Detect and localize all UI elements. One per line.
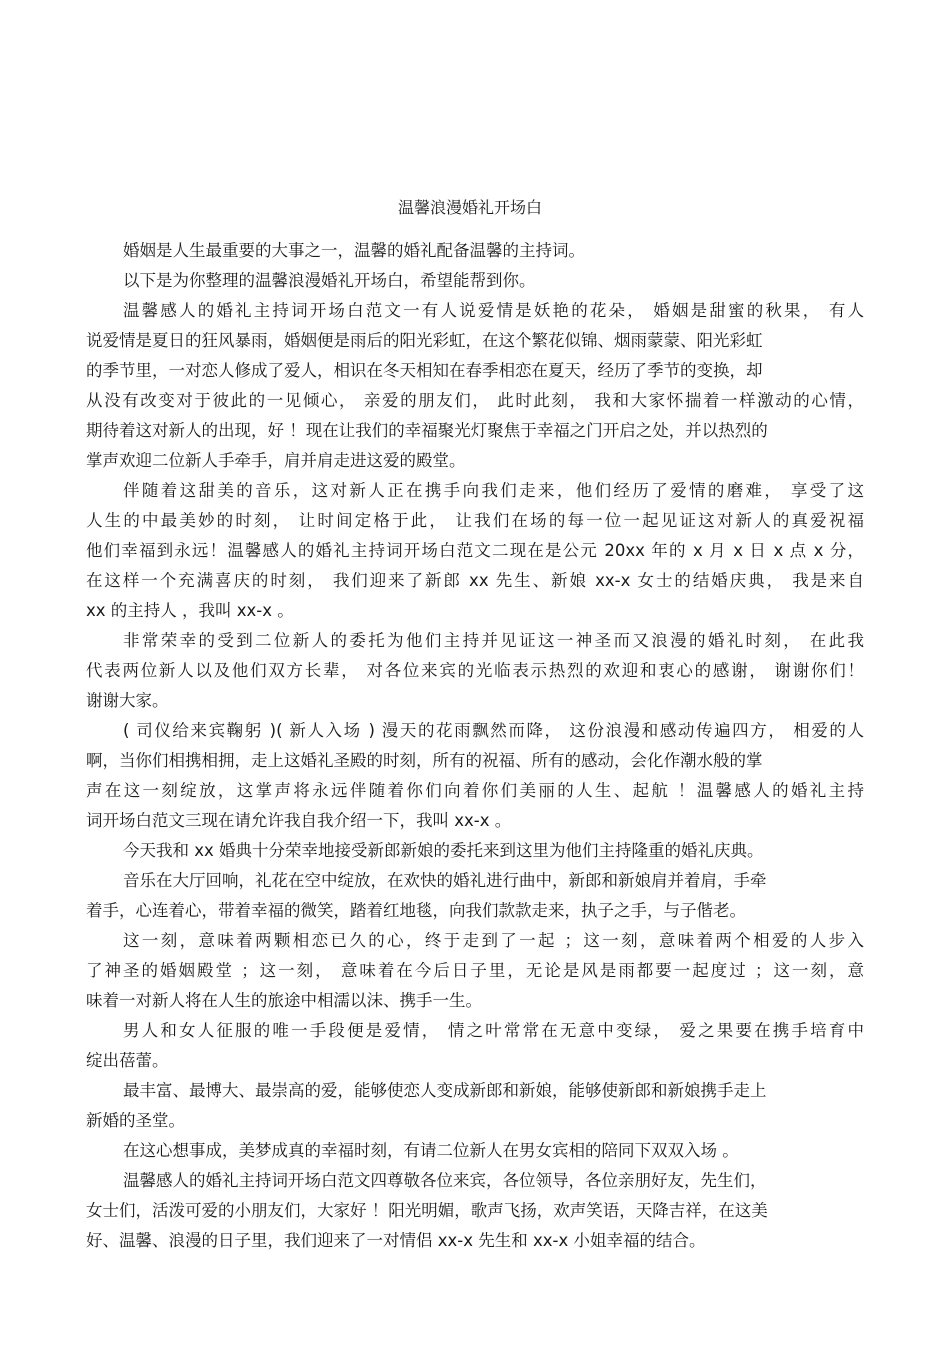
- text-line: 词开场白范文三现在请允许我自我介绍一下，我叫 xx-x 。: [86, 811, 512, 830]
- text-line: 这一刻，意味着两颗相恋已久的心，终于走到了一起 ；这一刻，意味着两个相爱的人步入: [123, 931, 864, 950]
- text-line: 男人和女人征服的唯一手段便是爱情， 情之叶常常在无意中变绿， 爱之果要在携手培育中: [123, 1021, 864, 1040]
- text-line: 温馨感人的婚礼主持词开场白范文四尊敬各位来宾，各位领导，各位亲朋好友，先生们，: [123, 1171, 767, 1190]
- text-line: 谢谢大家。: [86, 691, 169, 710]
- document-title: 温馨浪漫婚礼开场白: [397, 198, 542, 217]
- text-line: 声在这一刻绽放，这掌声将永远伴随着你们向着你们美丽的人生、起航 ！温馨感人的婚礼主持: [86, 781, 864, 800]
- text-line: 他们幸福到永远！温馨感人的婚礼主持词开场白范文二现在是公元 20xx 年的 x 月 x 日 x 点 x 分，: [86, 541, 864, 560]
- text-line: 着手，心连着心，带着幸福的微笑，踏着红地毯，向我们款款走来，执子之手，与子偕老。: [86, 901, 746, 920]
- text-line: 代表两位新人以及他们双方长辈， 对各位来宾的光临表示热烈的欢迎和衷心的感谢， 谢谢你们！: [86, 661, 864, 680]
- text-line: ( 司仪给来宾鞠躬 )( 新人入场 ) 漫天的花雨飘然而降， 这份浪漫和感动传遍四方， 相爱的人: [123, 721, 864, 740]
- text-line: 音乐在大厅回响，礼花在空中绽放，在欢快的婚礼进行曲中，新郎和新娘肩并着肩，手牵: [123, 871, 767, 890]
- text-line: 掌声欢迎二位新人手牵手，肩并肩走进这爱的殿堂。: [86, 451, 466, 470]
- text-line: 在这心想事成，美梦成真的幸福时刻，有请二位新人在男女宾相的陪同下双双入场 。: [123, 1141, 739, 1160]
- text-line: xx 的主持人 ，我叫 xx-x 。: [86, 601, 294, 620]
- text-line: 温馨感人的婚礼主持词开场白范文一有人说爱情是妖艳的花朵， 婚姻是甜蜜的秋果， 有人: [123, 301, 864, 320]
- text-line: 味着一对新人将在人生的旅途中相濡以沫、携手一生。: [86, 991, 482, 1010]
- text-line: 期待着这对新人的出现，好 ！现在让我们的幸福聚光灯聚焦于幸福之门开启之处，并以热烈的: [86, 421, 768, 440]
- text-line: 说爱情是夏日的狂风暴雨，婚姻便是雨后的阳光彩虹，在这个繁花似锦、烟雨蒙蒙、阳光彩虹: [86, 331, 763, 350]
- text-line: 以下是为你整理的温馨浪漫婚礼开场白，希望能帮到你。: [123, 271, 536, 290]
- text-line: 女士们，活泼可爱的小朋友们，大家好 ！阳光明媚，歌声飞扬，欢声笑语，天降吉祥，在这美: [86, 1201, 768, 1220]
- text-line: 人生的中最美妙的时刻， 让时间定格于此， 让我们在场的每一位一起见证这对新人的真爱祝福: [86, 511, 864, 530]
- text-line: 在这样一个充满喜庆的时刻， 我们迎来了新郎 xx 先生、新娘 xx-x 女士的结婚庆典， 我是来自: [86, 571, 864, 590]
- text-line: 伴随着这甜美的音乐，这对新人正在携手向我们走来，他们经历了爱情的磨难， 享受了这: [123, 481, 864, 500]
- text-line: 啊，当你们相携相拥，走上这婚礼圣殿的时刻，所有的祝福、所有的感动，会化作潮水般的掌: [86, 751, 763, 770]
- text-line: 今天我和 xx 婚典十分荣幸地接受新郎新娘的委托来到这里为他们主持隆重的婚礼庆典。: [123, 841, 764, 860]
- text-line: 的季节里，一对恋人修成了爱人，相识在冬天相知在春季相恋在夏天，经历了季节的变换，却: [86, 361, 763, 380]
- document-body: [86, 236, 864, 1256]
- text-line: 新婚的圣堂。: [86, 1111, 185, 1130]
- text-line: 婚姻是人生最重要的大事之一，温馨的婚礼配备温馨的主持词。: [123, 241, 585, 260]
- text-line: 绽出蓓蕾。: [86, 1051, 169, 1070]
- text-line: 了神圣的婚姻殿堂 ；这一刻， 意味着在今后日子里，无论是风是雨都要一起度过 ；这一刻，意: [86, 961, 864, 980]
- text-line: 最丰富、最博大、最崇高的爱，能够使恋人变成新郎和新娘，能够使新郎和新娘携手走上: [123, 1081, 767, 1100]
- text-line: 好、温馨、浪漫的日子里，我们迎来了一对情侣 xx-x 先生和 xx-x 小姐幸福的结合。: [86, 1231, 706, 1250]
- text-line: 非常荣幸的受到二位新人的委托为他们主持并见证这一神圣而又浪漫的婚礼时刻， 在此我: [123, 631, 864, 650]
- text-line: 从没有改变对于彼此的一见倾心， 亲爱的朋友们， 此时此刻， 我和大家怀揣着一样激动的心情，: [86, 391, 864, 410]
